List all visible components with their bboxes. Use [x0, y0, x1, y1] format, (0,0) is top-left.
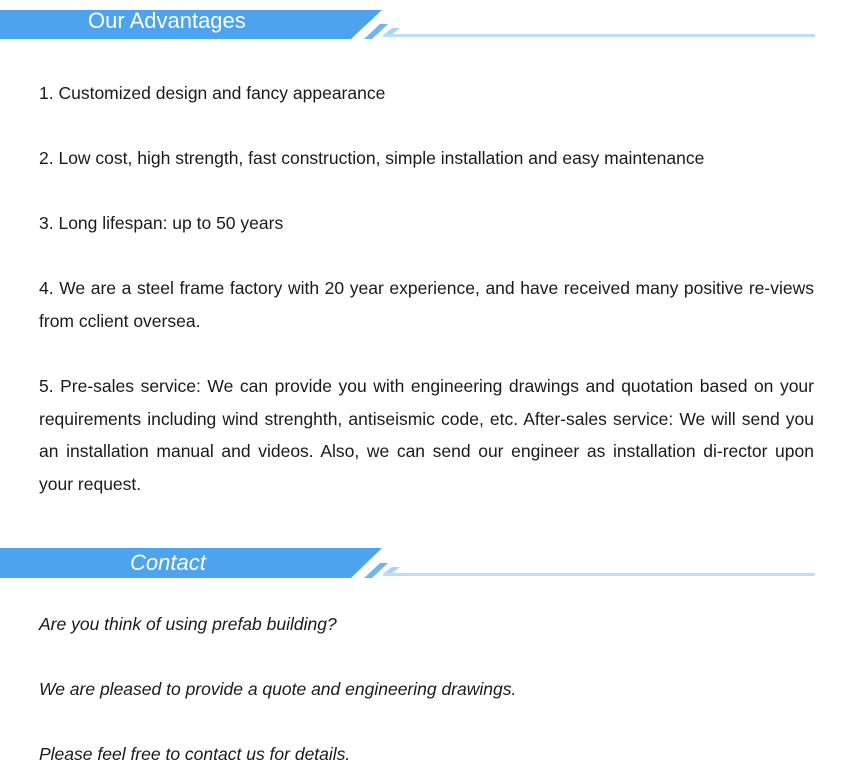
contact-line-1: Are you think of using prefab building? — [39, 614, 337, 634]
contact-line-2: We are pleased to provide a quote and engineering drawings. — [39, 679, 517, 699]
contact-line-3: Please feel free to contact us for details. — [39, 744, 351, 764]
advantage-item-5: 5. Pre-sales service: We can provide you with engineering drawings and quotation based on your requirements including wind strenghth, antiseismic code, etc. After-sales service: We will send you an installation manual and videos. Also, we can send our engineer as installation di-rector upon your request. — [39, 376, 814, 494]
contact-header — [0, 547, 850, 587]
contact-title: Contact — [130, 550, 206, 575]
advantage-item-4: 4. We are a steel frame factory with 20 year experience, and have received many positive re-views from cclient oversea. — [39, 278, 814, 331]
advantage-item-1: 1. Customized design and fancy appearance — [39, 83, 386, 103]
advantages-title: Our Advantages — [88, 8, 246, 33]
header-banner-graphic — [0, 547, 850, 587]
advantages-header — [0, 7, 850, 47]
advantage-item-2: 2. Low cost, high strength, fast construction, simple installation and easy maintenance — [39, 148, 705, 168]
advantage-item-3: 3. Long lifespan: up to 50 years — [39, 213, 284, 233]
